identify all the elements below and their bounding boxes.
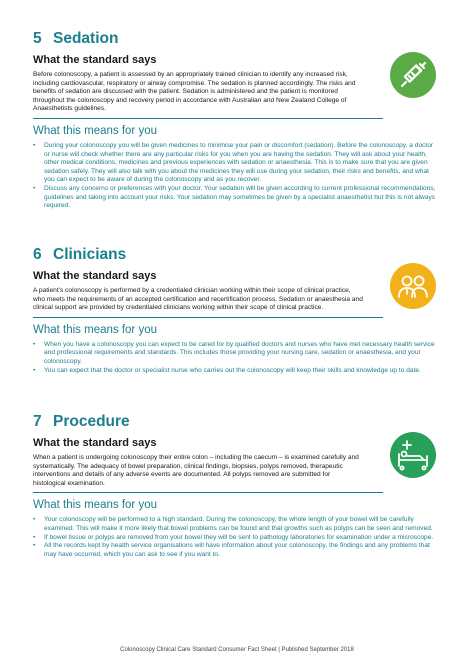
means-heading: What this means for you (33, 323, 157, 336)
bullet-text: Discuss any concerns or preferences with your doctor. Your sedation will be given according to current professional recommendations, guidelines and taking into account your risks. Your sedation may sometimes be given by a specialist anaesthetist but this is not always required. (44, 184, 436, 210)
section-clinicians (33, 246, 443, 375)
list-item (33, 516, 438, 533)
section-title-text: Sedation (53, 30, 119, 47)
list-item (33, 367, 438, 376)
section-sedation (33, 30, 443, 211)
hospital-bed-icon (390, 432, 436, 478)
bullet: • (33, 340, 36, 348)
means-heading: What this means for you (33, 124, 157, 137)
means-list (33, 516, 438, 559)
means-list (33, 142, 438, 211)
bullet-text: Your colonoscopy will be performed to a high standard. During the colonoscopy, the whole length of your bowel will be carefully examined. This will make it more likely that bowel problems can be found and that growths such as polyps can be seen and removed. (44, 516, 433, 532)
bullet: • (33, 366, 36, 374)
list-item (33, 341, 438, 367)
section-title-text: Procedure (53, 413, 130, 430)
section-number: 7 (33, 413, 42, 430)
bullet: • (33, 141, 36, 149)
bullet: • (33, 542, 36, 550)
bullet: • (33, 184, 36, 192)
list-item (33, 185, 438, 211)
section-title (33, 413, 443, 431)
bullet-text: All the records kept by health service organisations will have information about your colonoscopy, the findings and any problems that may have occurred, which you can ask to see if you want to. (44, 542, 430, 558)
means-heading: What this means for you (33, 499, 157, 512)
section-number: 6 (33, 246, 42, 263)
bullet-text: You can expect that the doctor or specialist nurse who carries out the colonoscopy will keep their skills and knowledge up to date. (44, 366, 421, 374)
bullet-text: If bowel tissue or polyps are removed from your bowel they will be sent to pathology laboratories for examination under a microscope. (44, 533, 434, 541)
standard-heading: What the standard says (33, 437, 157, 449)
list-item (33, 542, 438, 559)
standard-text: A patient’s colonoscopy is performed by a credentialed clinician working within their scope of clinical practice, who meets the requirements of an accepted certification and recertification process. Sedation or anaesthesia and clinical support are provided by credentialed clinicians working within their scope of clinical practice. (33, 287, 363, 312)
bullet: • (33, 533, 36, 541)
standard-heading: What the standard says (33, 270, 157, 282)
list-item (33, 142, 438, 185)
syringe-icon (390, 52, 436, 98)
list-item (33, 534, 438, 543)
footer: Colonoscopy Clinical Care Standard Consumer Fact Sheet | Published September 2018 (120, 647, 354, 653)
bullet-text: During your colonoscopy you will be given medicines to minimise your pain or discomfort (sedation). Before the colonoscopy, a doctor or nurse will check whether there are any particular risks for you when you are having the sedation. They will ask about your health, other medical conditions, medicines and previous experiences with sedation or anaesthesia. This is to make sure that you are given sedation safely. They will also talk with you about the medicines they will use during your sedation, their risks and benefits, and what you can expect to be aware of during the colonoscopy and as you recover. (44, 141, 434, 184)
section-title (33, 246, 443, 264)
section-number: 5 (33, 30, 42, 47)
clinicians-icon (390, 263, 436, 309)
standard-text: Before colonoscopy, a patient is assessed by an appropriately trained clinician to identify any increased risk, including cardiovascular, respiratory or airway compromise. The sedation is planned accordingly. The risks and benefits of sedation are discussed with the patient. Sedation is administered and the patient is monitored throughout the colonoscopy and recovery period in accordance with Australian and New Zealand College of Anaesthetists guidelines. (33, 71, 356, 113)
divider (33, 317, 383, 318)
standard-text: When a patient is undergoing colonoscopy their entire colon – including the caecum – is examined carefully and systematically. The adequacy of bowel preparation, clinical findings, biopsies, polyps removed, therapeutic interventions and details of any adverse events are documented. All polyps removed are submitted for histological examination. (33, 454, 359, 487)
bullet-text: When you have a colonoscopy you can expect to be cared for by qualified doctors and nurses who have met necessary health service and professional requirements and standards. This includes those providing your nursing care, sedation or anaesthesia, and your colonoscopy. (44, 340, 435, 365)
divider (33, 492, 383, 493)
section-title (33, 30, 443, 48)
section-title-text: Clinicians (53, 246, 127, 263)
means-list (33, 341, 438, 375)
standard-heading: What the standard says (33, 54, 157, 66)
divider (33, 118, 383, 119)
bullet: • (33, 516, 36, 524)
section-procedure (33, 413, 443, 559)
